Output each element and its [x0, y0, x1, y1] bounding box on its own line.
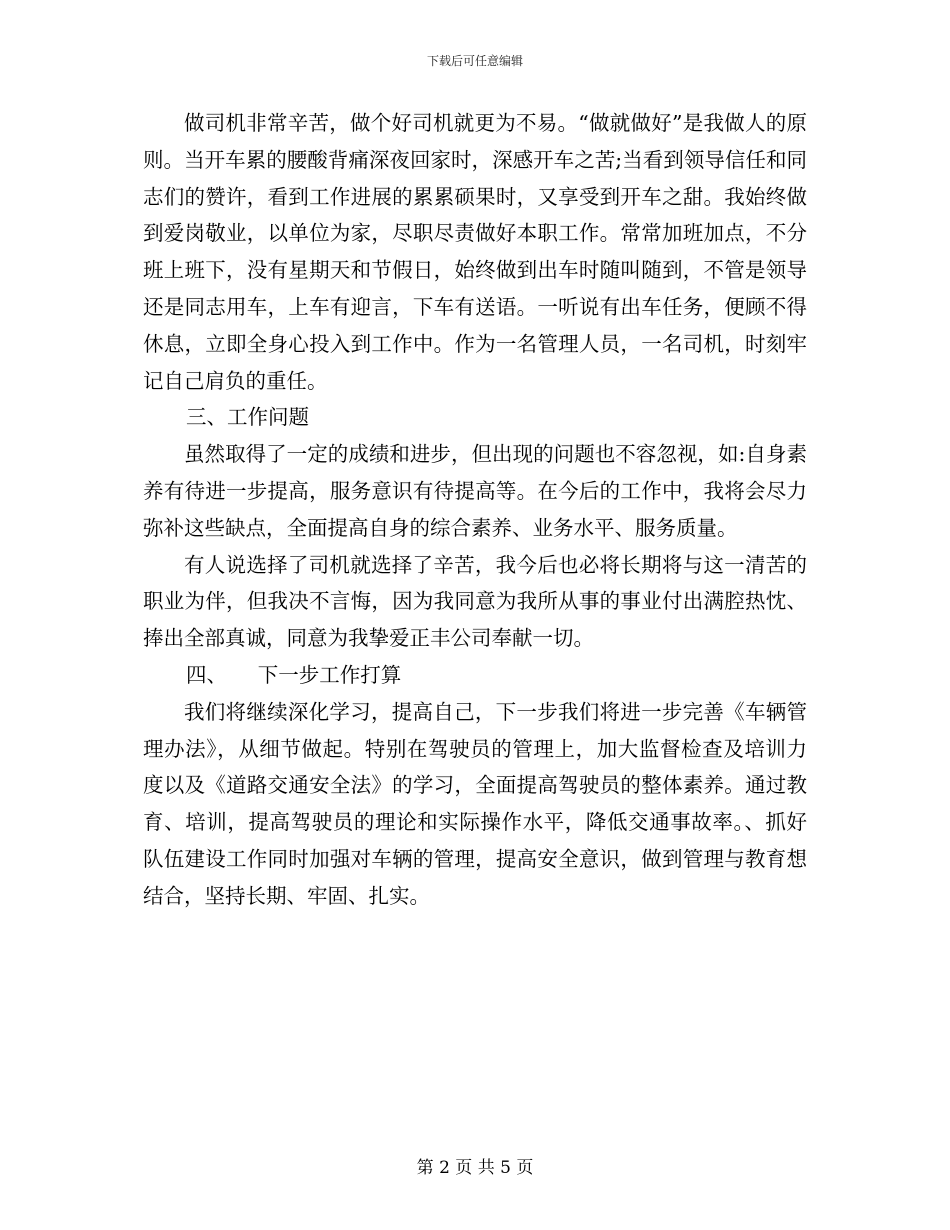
section-heading-four-title: 下一步工作打算 [257, 662, 402, 687]
section-heading-three: 三、工作问题 [186, 405, 310, 430]
body-paragraph: 虽然取得了一定的成绩和进步，但出现的问题也不容忽视，如:自身素养有待进一步提高，服务意识有待提高等。在今后的工作中，我将会尽力弥补这些缺点，全面提高自身的综合素养、业务水平、服务质量。 [143, 442, 807, 540]
body-paragraph: 有人说选择了司机就选择了辛苦，我今后也必将长期将与这一清苦的职业为伴，但我决不言悔，因为我同意为我所从事的事业付出满腔热忱、捧出全部真诚，同意为我挚爱正丰公司奉献一切。 [143, 552, 807, 651]
section-heading-four [143, 657, 807, 694]
document-body [143, 105, 807, 915]
page-header: 下载后可任意编辑 [426, 54, 523, 68]
section-heading-four-number: 四、 [186, 662, 228, 687]
page-number: 第 2 页 共 5 页 [416, 1158, 534, 1178]
body-paragraph: 做司机非常辛苦，做个好司机就更为不易。“做就做好”是我做人的原则。当开车累的腰酸背痛深夜回家时，深感开车之苦;当看到领导信任和同志们的赞许，看到工作进展的累累硕果时，又享受到开车之甜。我始终做到爱岗敬业，以单位为家，尽职尽责做好本职工作。常常加班加点，不分班上班下，没有星期天和节假日，始终做到出车时随叫随到，不管是领导还是同志用车，上车有迎言，下车有送语。一听说有出车任务，便顾不得休息，立即全身心投入到工作中。作为一名管理人员，一名司机，时刻牢记自己肩负的重任。 [143, 111, 807, 393]
body-paragraph: 我们将继续深化学习，提高自己，下一步我们将进一步完善《车辆管理办法》，从细节做起。特别在驾驶员的管理上，加大监督检查及培训力度以及《道路交通安全法》的学习，全面提高驾驶员的整体素养。通过教育、培训，提高驾驶员的理论和实际操作水平，降低交通事故率。、抓好队伍建设工作同时加强对车辆的管理，提高安全意识，做到管理与教育想结合，坚持长期、牢固、扎实。 [143, 699, 807, 908]
